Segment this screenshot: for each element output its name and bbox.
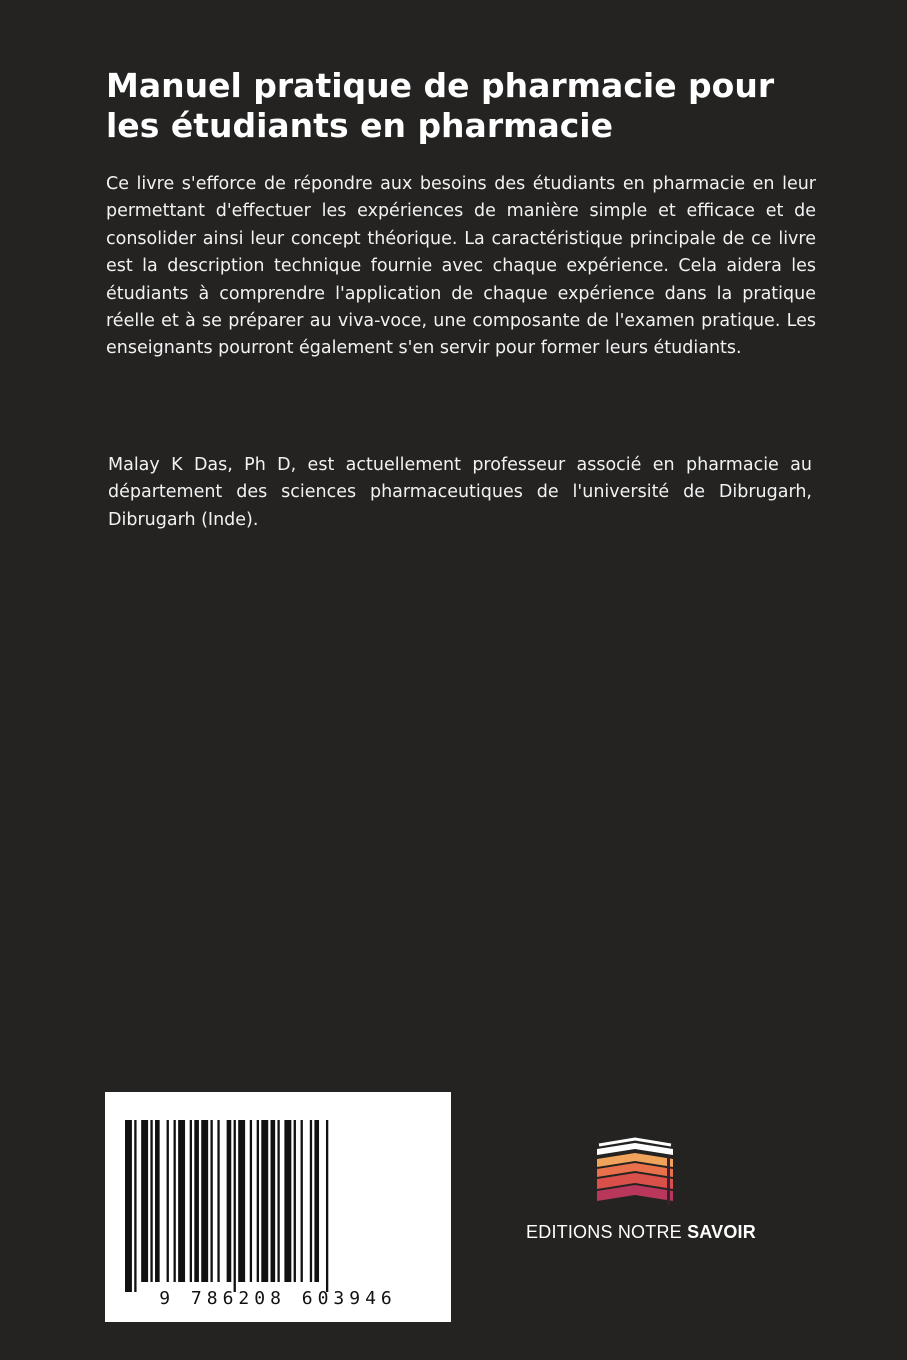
barcode-bar	[190, 1120, 192, 1282]
publisher-name	[500, 1222, 782, 1243]
barcode-bar	[174, 1120, 176, 1282]
barcode-bar	[167, 1120, 169, 1282]
barcode-bar	[261, 1120, 268, 1282]
barcode-bar	[125, 1120, 132, 1292]
barcode-bar	[134, 1120, 136, 1292]
barcode-bar	[314, 1120, 319, 1282]
barcode-bar	[250, 1120, 252, 1282]
book-description: Ce livre s'efforce de répondre aux besoins des étudiants en pharmacie en leur permettant d'effectuer les expériences de manière simple et efficace et de consolider ainsi leur concept théorique. La caractéristique principale de ce livre est la description technique fournie avec chaque expérience. Cela aidera les étudiants à comprendre l'application de chaque expérience dans la pratique réelle et à se préparer au viva-voce, une composante de l'examen pratique. Les enseignants pourront également s'en servir pour former leurs étudiants.	[106, 174, 816, 359]
author-bio: Malay K Das, Ph D, est actuellement professeur associé en pharmacie au département des sciences pharmaceutiques de l'université de Dibrugarh, Dibrugarh (Inde).	[108, 455, 812, 530]
barcode-bar	[234, 1120, 236, 1292]
publisher-name-bold: SAVOIR	[687, 1222, 756, 1242]
barcode-bar	[155, 1120, 160, 1282]
barcode-bar	[238, 1120, 245, 1282]
publisher-book-logo-icon	[585, 1135, 685, 1215]
barcode-bar	[301, 1120, 303, 1282]
isbn-number: 9 786208 603946	[159, 1288, 397, 1309]
book-title: Manuel pratique de pharmacie pour les étudiants en pharmacie	[106, 66, 775, 145]
barcode-bar	[257, 1120, 259, 1282]
barcode-bar	[227, 1120, 232, 1282]
barcode-bar	[141, 1120, 148, 1282]
barcode-bar	[284, 1120, 291, 1282]
barcode-bar	[277, 1120, 279, 1282]
barcode-bar	[194, 1120, 199, 1282]
isbn-barcode	[105, 1092, 451, 1322]
barcode-bar	[178, 1120, 185, 1282]
barcode-bar	[271, 1120, 276, 1282]
barcode-bar	[217, 1120, 219, 1282]
barcode-bar	[326, 1120, 328, 1292]
barcode-bar	[294, 1120, 296, 1282]
barcode-bar	[150, 1120, 152, 1282]
barcode-bar	[310, 1120, 312, 1282]
barcode-bar	[201, 1120, 208, 1282]
barcode-bar	[210, 1120, 212, 1282]
publisher-name-regular: EDITIONS NOTRE	[526, 1222, 688, 1242]
